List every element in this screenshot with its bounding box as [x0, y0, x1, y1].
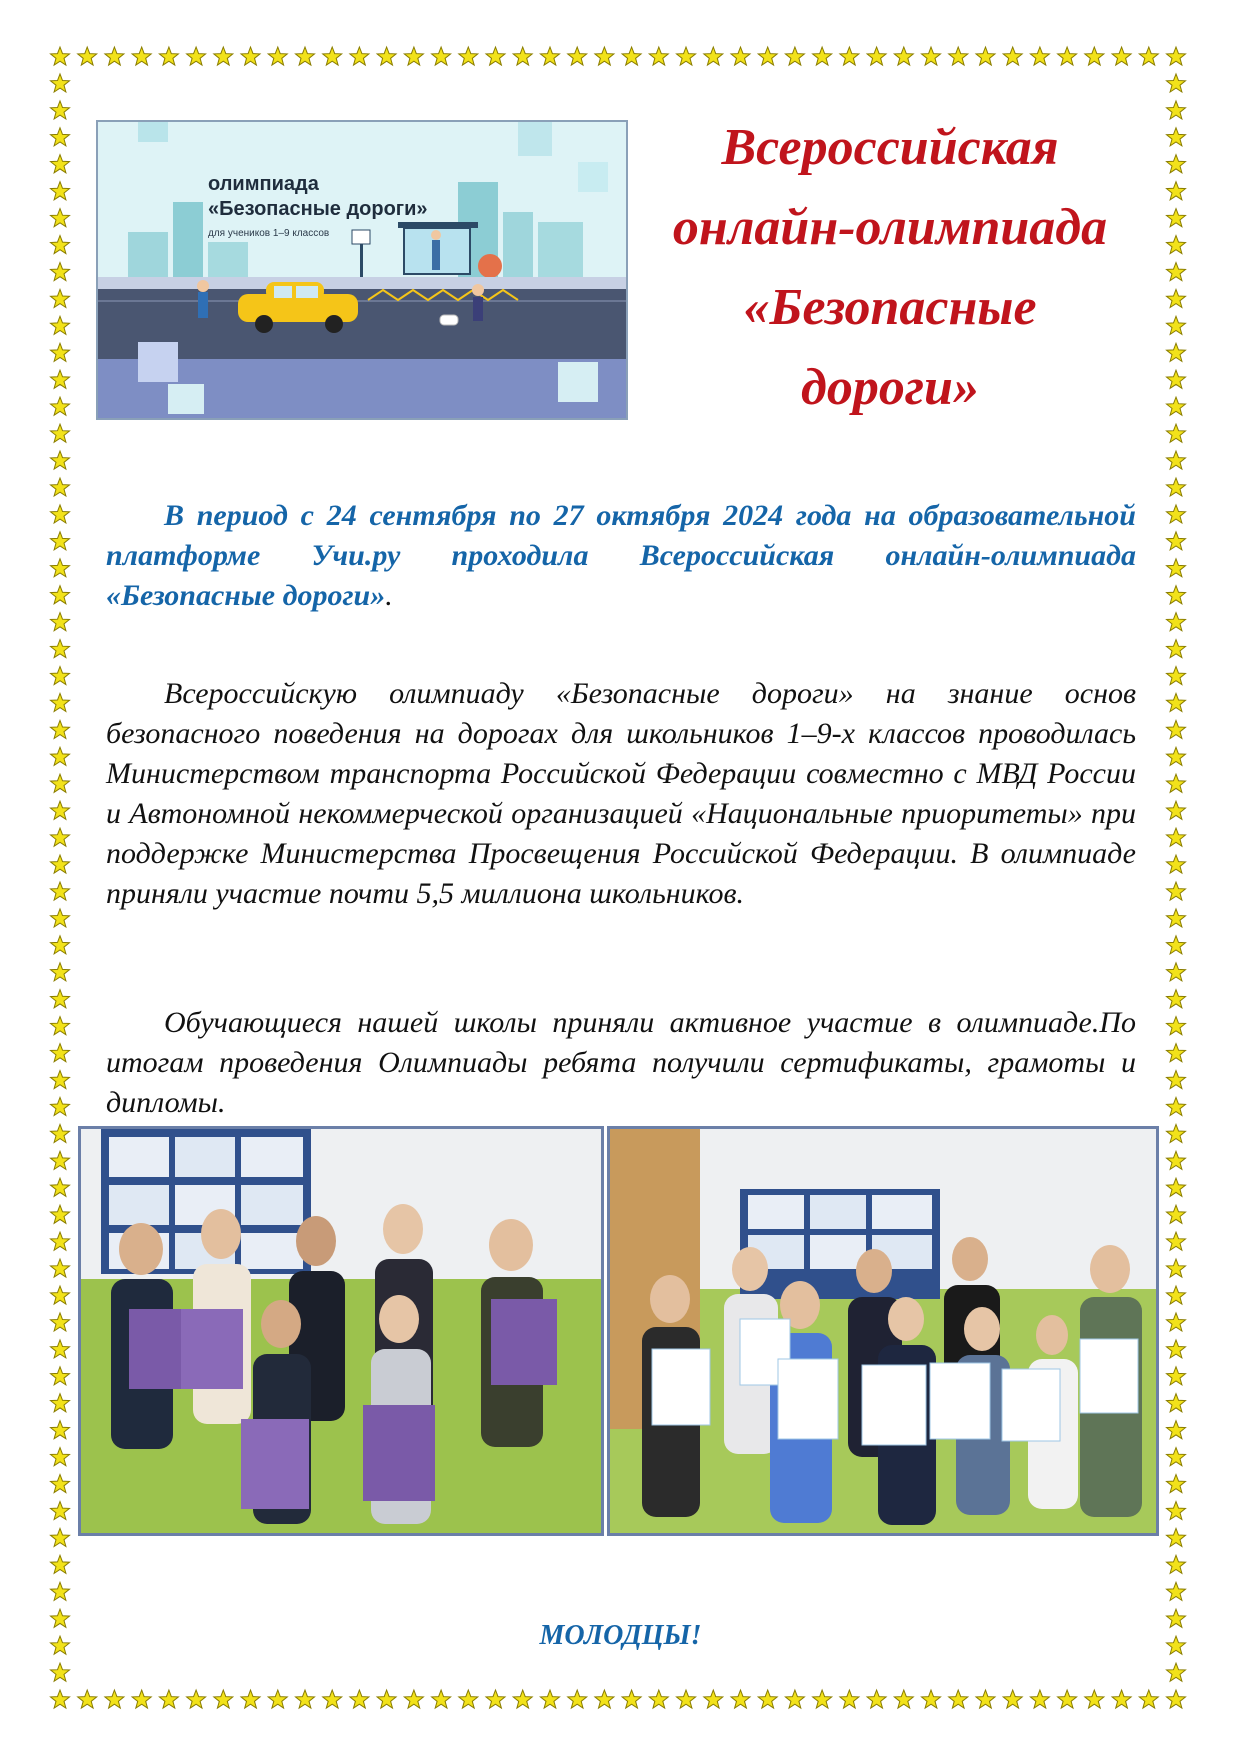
star-icon	[1167, 882, 1186, 900]
city-road-illustration	[98, 122, 628, 420]
star-icon	[1167, 1394, 1186, 1412]
star-icon	[540, 47, 559, 65]
star-icon	[51, 505, 70, 523]
star-icon	[323, 1690, 342, 1708]
star-icon	[187, 1690, 206, 1708]
star-icon	[51, 1367, 70, 1385]
star-icon	[51, 774, 70, 792]
star-icon	[1003, 47, 1022, 65]
star-icon	[1030, 47, 1049, 65]
star-icon	[350, 47, 369, 65]
banner-title-line2: «Безопасные дороги»	[208, 198, 428, 220]
star-icon	[51, 1448, 70, 1466]
star-icon	[51, 667, 70, 685]
star-icon	[432, 1690, 451, 1708]
star-icon	[51, 1528, 70, 1546]
star-icon	[377, 1690, 396, 1708]
star-icon	[51, 882, 70, 900]
star-icon	[51, 424, 70, 442]
star-icon	[51, 936, 70, 954]
star-icon	[731, 1690, 750, 1708]
star-icon	[677, 47, 696, 65]
banner-title-line1: олимпиада	[208, 173, 319, 195]
star-icon	[1167, 909, 1186, 927]
star-icon	[949, 47, 968, 65]
star-icon	[51, 1205, 70, 1223]
star-icon	[1167, 1232, 1186, 1250]
star-icon	[1167, 451, 1186, 469]
star-icon	[323, 47, 342, 65]
star-icon	[51, 640, 70, 658]
star-icon	[51, 613, 70, 631]
star-icon	[1167, 1017, 1186, 1035]
star-icon	[105, 1690, 124, 1708]
star-icon	[1085, 47, 1104, 65]
star-icon	[51, 289, 70, 307]
star-icon	[1167, 613, 1186, 631]
banner-title	[208, 172, 428, 222]
star-icon	[51, 1475, 70, 1493]
star-icon	[51, 1097, 70, 1115]
star-icon	[1167, 693, 1186, 711]
star-icon	[731, 47, 750, 65]
star-icon	[1167, 289, 1186, 307]
star-icon	[296, 1690, 315, 1708]
star-icon	[51, 451, 70, 469]
star-icon	[1167, 478, 1186, 496]
star-icon	[51, 182, 70, 200]
star-icon	[1167, 1151, 1186, 1169]
star-icon	[459, 47, 478, 65]
star-icon	[1167, 936, 1186, 954]
title-line-1: Всероссийская	[721, 119, 1059, 176]
star-icon	[132, 47, 151, 65]
title-line-2: онлайн-олимпиада	[672, 199, 1108, 256]
closing-text: МОЛОДЦЫ!	[539, 1620, 702, 1651]
star-icon	[1167, 1313, 1186, 1331]
star-icon	[51, 963, 70, 981]
star-icon	[1030, 1690, 1049, 1708]
star-icon	[51, 101, 70, 119]
olympiad-banner	[96, 120, 628, 420]
star-icon	[1167, 1071, 1186, 1089]
intro-paragraph	[106, 496, 1136, 616]
star-icon	[51, 801, 70, 819]
star-icon	[486, 1690, 505, 1708]
star-icon	[51, 74, 70, 92]
star-icon	[51, 1690, 70, 1708]
star-icon	[132, 1690, 151, 1708]
star-icon	[51, 1071, 70, 1089]
star-icon	[1167, 747, 1186, 765]
star-icon	[51, 909, 70, 927]
star-icon	[51, 47, 70, 65]
star-icon	[595, 47, 614, 65]
star-icon	[1167, 1555, 1186, 1573]
star-icon	[976, 1690, 995, 1708]
star-icon	[1167, 1259, 1186, 1277]
star-icon	[51, 532, 70, 550]
star-icon	[1167, 343, 1186, 361]
star-icon	[51, 586, 70, 604]
star-icon	[649, 1690, 668, 1708]
star-icon	[1167, 1367, 1186, 1385]
star-icon	[1167, 1286, 1186, 1304]
star-icon	[1167, 828, 1186, 846]
star-icon	[241, 1690, 260, 1708]
star-icon	[432, 47, 451, 65]
star-icon	[51, 990, 70, 1008]
star-icon	[51, 1044, 70, 1062]
star-icon	[51, 1232, 70, 1250]
star-icon	[513, 1690, 532, 1708]
star-icon	[1003, 1690, 1022, 1708]
star-icon	[758, 47, 777, 65]
star-icon	[1167, 155, 1186, 173]
star-icon	[1167, 236, 1186, 254]
star-icon	[51, 720, 70, 738]
star-icon	[51, 128, 70, 146]
star-icon	[649, 47, 668, 65]
star-icon	[1167, 1421, 1186, 1439]
star-icon	[1167, 990, 1186, 1008]
star-icon	[1167, 316, 1186, 334]
star-icon	[1167, 720, 1186, 738]
star-icon	[350, 1690, 369, 1708]
star-icon	[867, 1690, 886, 1708]
star-icon	[51, 1340, 70, 1358]
star-icon	[1167, 1582, 1186, 1600]
star-icon	[568, 1690, 587, 1708]
star-icon	[51, 1178, 70, 1196]
star-icon	[214, 47, 233, 65]
star-icon	[1167, 424, 1186, 442]
star-icon	[1167, 1178, 1186, 1196]
star-icon	[1167, 963, 1186, 981]
star-icon	[513, 47, 532, 65]
star-icon	[677, 1690, 696, 1708]
star-icon	[51, 263, 70, 281]
star-icon	[51, 693, 70, 711]
star-icon	[867, 47, 886, 65]
star-icon	[1167, 559, 1186, 577]
star-icon	[51, 155, 70, 173]
star-icon	[187, 47, 206, 65]
star-icon	[51, 1151, 70, 1169]
star-icon	[922, 47, 941, 65]
star-icon	[51, 559, 70, 577]
star-icon	[704, 1690, 723, 1708]
star-icon	[1167, 128, 1186, 146]
star-icon	[51, 370, 70, 388]
star-icon	[758, 1690, 777, 1708]
star-icon	[1167, 370, 1186, 388]
star-icon	[1167, 667, 1186, 685]
star-icon	[1139, 47, 1158, 65]
title-line-3: «Безопасные	[743, 279, 1037, 336]
star-icon	[1167, 1205, 1186, 1223]
star-icon	[894, 47, 913, 65]
star-icon	[51, 343, 70, 361]
star-icon	[813, 47, 832, 65]
star-icon	[51, 747, 70, 765]
star-icon	[268, 1690, 287, 1708]
group-photo-participants	[607, 1126, 1159, 1536]
star-icon	[1139, 1690, 1158, 1708]
star-icon	[51, 1286, 70, 1304]
star-icon	[704, 47, 723, 65]
star-icon	[296, 47, 315, 65]
star-icon	[51, 478, 70, 496]
star-icon	[51, 1502, 70, 1520]
star-icon	[51, 1663, 70, 1681]
star-icon	[595, 1690, 614, 1708]
title-line-4: дороги»	[801, 359, 979, 416]
star-icon	[51, 1394, 70, 1412]
star-icon	[51, 1582, 70, 1600]
star-icon	[51, 1313, 70, 1331]
star-icon	[840, 47, 859, 65]
star-icon	[785, 1690, 804, 1708]
star-icon	[159, 47, 178, 65]
star-icon	[105, 47, 124, 65]
star-icon	[404, 47, 423, 65]
star-icon	[1167, 101, 1186, 119]
school-participation-paragraph: Обучающиеся нашей школы приняли активное участие в олимпиаде.По итогам проведения Олимпиады ребята получили сертификаты, грамоты и дипломы.	[106, 1006, 1136, 1119]
star-icon	[976, 47, 995, 65]
star-icon	[1112, 47, 1131, 65]
star-icon	[540, 1690, 559, 1708]
star-icon	[949, 1690, 968, 1708]
star-icon	[1167, 801, 1186, 819]
star-icon	[51, 828, 70, 846]
star-icon	[1167, 1663, 1186, 1681]
star-icon	[1167, 774, 1186, 792]
star-icon	[1167, 586, 1186, 604]
star-icon	[1085, 1690, 1104, 1708]
winners-photo-illustration	[81, 1129, 601, 1533]
star-icon	[1167, 1528, 1186, 1546]
star-icon	[1167, 1340, 1186, 1358]
star-icon	[78, 1690, 97, 1708]
star-icon	[1167, 1097, 1186, 1115]
star-icon	[241, 47, 260, 65]
star-icon	[840, 1690, 859, 1708]
star-icon	[1058, 1690, 1077, 1708]
star-icon	[51, 855, 70, 873]
banner-subtitle: для учеников 1–9 классов	[208, 228, 330, 239]
star-icon	[1167, 1690, 1186, 1708]
star-icon	[1112, 1690, 1131, 1708]
star-icon	[1167, 263, 1186, 281]
star-icon	[922, 1690, 941, 1708]
star-icon	[486, 47, 505, 65]
star-icon	[159, 1690, 178, 1708]
star-icon	[622, 47, 641, 65]
star-icon	[404, 1690, 423, 1708]
star-icon	[622, 1690, 641, 1708]
star-icon	[1167, 182, 1186, 200]
star-icon	[1058, 47, 1077, 65]
star-icon	[1167, 47, 1186, 65]
star-icon	[51, 1421, 70, 1439]
star-icon	[568, 47, 587, 65]
group-photo-winners	[78, 1126, 604, 1536]
star-icon	[51, 397, 70, 415]
star-icon	[894, 1690, 913, 1708]
star-icon	[1167, 397, 1186, 415]
star-icon	[1167, 74, 1186, 92]
star-icon	[51, 1555, 70, 1573]
star-icon	[51, 209, 70, 227]
star-icon	[1167, 1502, 1186, 1520]
olympiad-description-paragraph: Всероссийскую олимпиаду «Безопасные дороги» на знание основ безопасного поведения на дорогах для школьников 1–9-х классов проводилась Министерством транспорта Российской Федерации совместно с МВД России и Автономной некоммерческой организацией «Национальные приоритеты» при поддержке Министерства Просвещения Российской Федерации. В олимпиаде приняли участие почти 5,5 миллиона школьников.	[106, 677, 1136, 910]
page-title	[640, 108, 1140, 428]
star-icon	[1167, 1124, 1186, 1142]
star-icon	[785, 47, 804, 65]
star-icon	[51, 236, 70, 254]
intro-paragraph-text: В период с 24 сентября по 27 октября 2024 года на образовательной платформе Учи.ру проходила Всероссийская онлайн-олимпиада «Безопасные дороги»	[106, 499, 1136, 612]
star-icon	[459, 1690, 478, 1708]
star-icon	[1167, 1475, 1186, 1493]
star-icon	[51, 1124, 70, 1142]
star-icon	[78, 47, 97, 65]
star-icon	[377, 47, 396, 65]
star-icon	[51, 1017, 70, 1035]
star-icon	[813, 1690, 832, 1708]
star-icon	[51, 316, 70, 334]
participants-photo-illustration	[610, 1129, 1156, 1533]
star-icon	[1167, 640, 1186, 658]
star-icon	[1167, 505, 1186, 523]
star-icon	[1167, 209, 1186, 227]
star-icon	[1167, 532, 1186, 550]
star-icon	[214, 1690, 233, 1708]
star-icon	[1167, 855, 1186, 873]
intro-paragraph-period: .	[385, 579, 393, 612]
star-icon	[51, 1259, 70, 1277]
star-icon	[1167, 1448, 1186, 1466]
star-icon	[268, 47, 287, 65]
star-icon	[1167, 1044, 1186, 1062]
